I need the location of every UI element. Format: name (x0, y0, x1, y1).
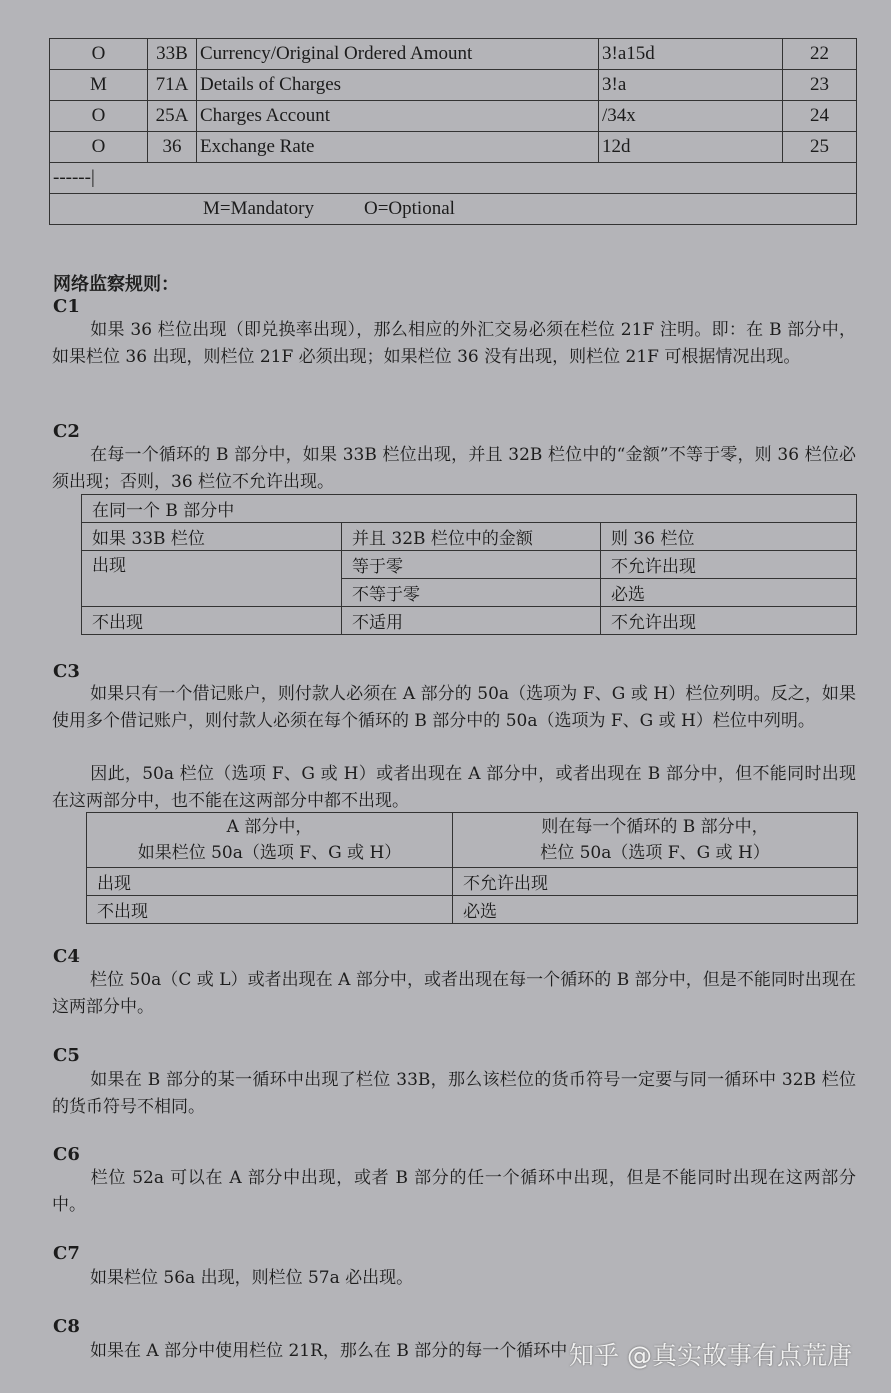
rules-title: 网络监察规则： (53, 274, 179, 295)
field-format-cell: 3!a (599, 70, 783, 101)
c3-cell: 出现 (87, 868, 453, 896)
legend-row (50, 194, 857, 225)
rule-c7-label: C7 (53, 1243, 80, 1264)
c2-header-33b: 如果 33B 栏位 (82, 523, 342, 551)
rule-c3-text-2: 因此，50a 栏位（选项 F、G 或 H）或者出现在 A 部分中，或者出现在 B 部分中，但不能同时出现在这两部分中，也不能在这两部分中都不出现。 (52, 764, 856, 811)
c3-condition-table (86, 812, 858, 924)
c3-cell: 不出现 (87, 896, 453, 924)
field-status-cell: O (50, 39, 148, 70)
rule-c2-label: C2 (53, 421, 80, 442)
c3-header-right: 则在每一个循环的 B 部分中， 栏位 50a（选项 F、G 或 H） (453, 813, 858, 868)
rule-c5-label: C5 (53, 1045, 80, 1066)
c2-table-caption: 在同一个 B 部分中 (82, 495, 857, 523)
c2-cell: 不允许出现 (601, 551, 857, 579)
field-tag-cell: 71A (148, 70, 197, 101)
c3-header-left: A 部分中， 如果栏位 50a（选项 F、G 或 H） (87, 813, 453, 868)
rule-c4-text: 栏位 50a（C 或 L）或者出现在 A 部分中，或者出现在每一个循环的 B 部分中，但是不能同时出现在这两部分中。 (52, 970, 856, 1017)
rule-c3-text: 如果只有一个借记账户，则付款人必须在 A 部分的 50a（选项为 F、G 或 H）栏位列明。反之，如果使用多个借记账户，则付款人必须在每个循环的 B 部分中的 50a（选项为 F、G 或 H）栏位中列明。 (52, 684, 856, 731)
c3-cell: 必选 (453, 896, 858, 924)
c2-condition-table (81, 494, 857, 635)
legend-mandatory: M=Mandatory (203, 198, 314, 219)
c2-header-32b: 并且 32B 栏位中的金额 (342, 523, 601, 551)
legend-optional: O=Optional (363, 198, 455, 219)
c2-cell: 出现 (82, 551, 342, 607)
field-no-cell: 22 (783, 39, 857, 70)
rule-c1-text: 如果 36 栏位出现（即兑换率出现），那么相应的外汇交易必须在栏位 21F 注明。即：在 B 部分中，如果栏位 36 出现，则栏位 21F 必须出现；如果栏位 36 没有出现，则栏位 21F 可根据情况出现。 (52, 320, 856, 367)
c2-cell: 不允许出现 (601, 607, 857, 635)
c2-cell: 必选 (601, 579, 857, 607)
rule-c3-label: C3 (53, 661, 80, 682)
c2-cell: 不等于零 (342, 579, 601, 607)
field-status-cell: M (50, 70, 148, 101)
rule-c6-text: 栏位 52a 可以在 A 部分中出现，或者 B 部分的任一个循环中出现，但是不能同时出现在这两部分中。 (52, 1168, 856, 1215)
watermark: 知乎 @真实故事有点荒唐 (569, 1341, 852, 1370)
field-no-cell: 23 (783, 70, 857, 101)
c2-header-36: 则 36 栏位 (601, 523, 857, 551)
field-row (50, 101, 857, 132)
c3-cell: 不允许出现 (453, 868, 858, 896)
field-no-cell: 24 (783, 101, 857, 132)
rule-c6-label: C6 (53, 1144, 80, 1165)
rule-c8-text: 如果在 A 部分中使用栏位 21R，那么在 B 部分的每一个循环中 (90, 1341, 568, 1361)
separator-text: ------| (50, 163, 857, 194)
rule-c5-text: 如果在 B 部分的某一循环中出现了栏位 33B，那么该栏位的货币符号一定要与同一循环中 32B 栏位的货币符号不相同。 (52, 1070, 856, 1117)
rule-c8-label: C8 (53, 1316, 80, 1337)
legend-cell (50, 194, 857, 225)
field-format-cell: 3!a15d (599, 39, 783, 70)
field-tag-cell: 36 (148, 132, 197, 163)
rule-c2-text: 在每一个循环的 B 部分中，如果 33B 栏位出现，并且 32B 栏位中的“金额”不等于零，则 36 栏位必须出现；否则，36 栏位不允许出现。 (52, 445, 856, 492)
field-row (50, 70, 857, 101)
separator-row (50, 163, 857, 194)
field-row (50, 39, 857, 70)
field-format-cell: /34x (599, 101, 783, 132)
field-name-cell: Details of Charges (197, 70, 599, 101)
rule-c1-label: C1 (53, 296, 80, 317)
field-status-cell: O (50, 101, 148, 132)
field-name-cell: Charges Account (197, 101, 599, 132)
field-table (49, 38, 857, 225)
field-name-cell: Currency/Original Ordered Amount (197, 39, 599, 70)
c2-cell: 不出现 (82, 607, 342, 635)
c2-cell: 等于零 (342, 551, 601, 579)
field-no-cell: 25 (783, 132, 857, 163)
field-row (50, 132, 857, 163)
field-status-cell: O (50, 132, 148, 163)
c2-cell: 不适用 (342, 607, 601, 635)
field-name-cell: Exchange Rate (197, 132, 599, 163)
field-format-cell: 12d (599, 132, 783, 163)
rule-c4-label: C4 (53, 946, 80, 967)
field-tag-cell: 25A (148, 101, 197, 132)
field-tag-cell: 33B (148, 39, 197, 70)
rule-c7-text: 如果栏位 56a 出现，则栏位 57a 必出现。 (90, 1268, 414, 1288)
